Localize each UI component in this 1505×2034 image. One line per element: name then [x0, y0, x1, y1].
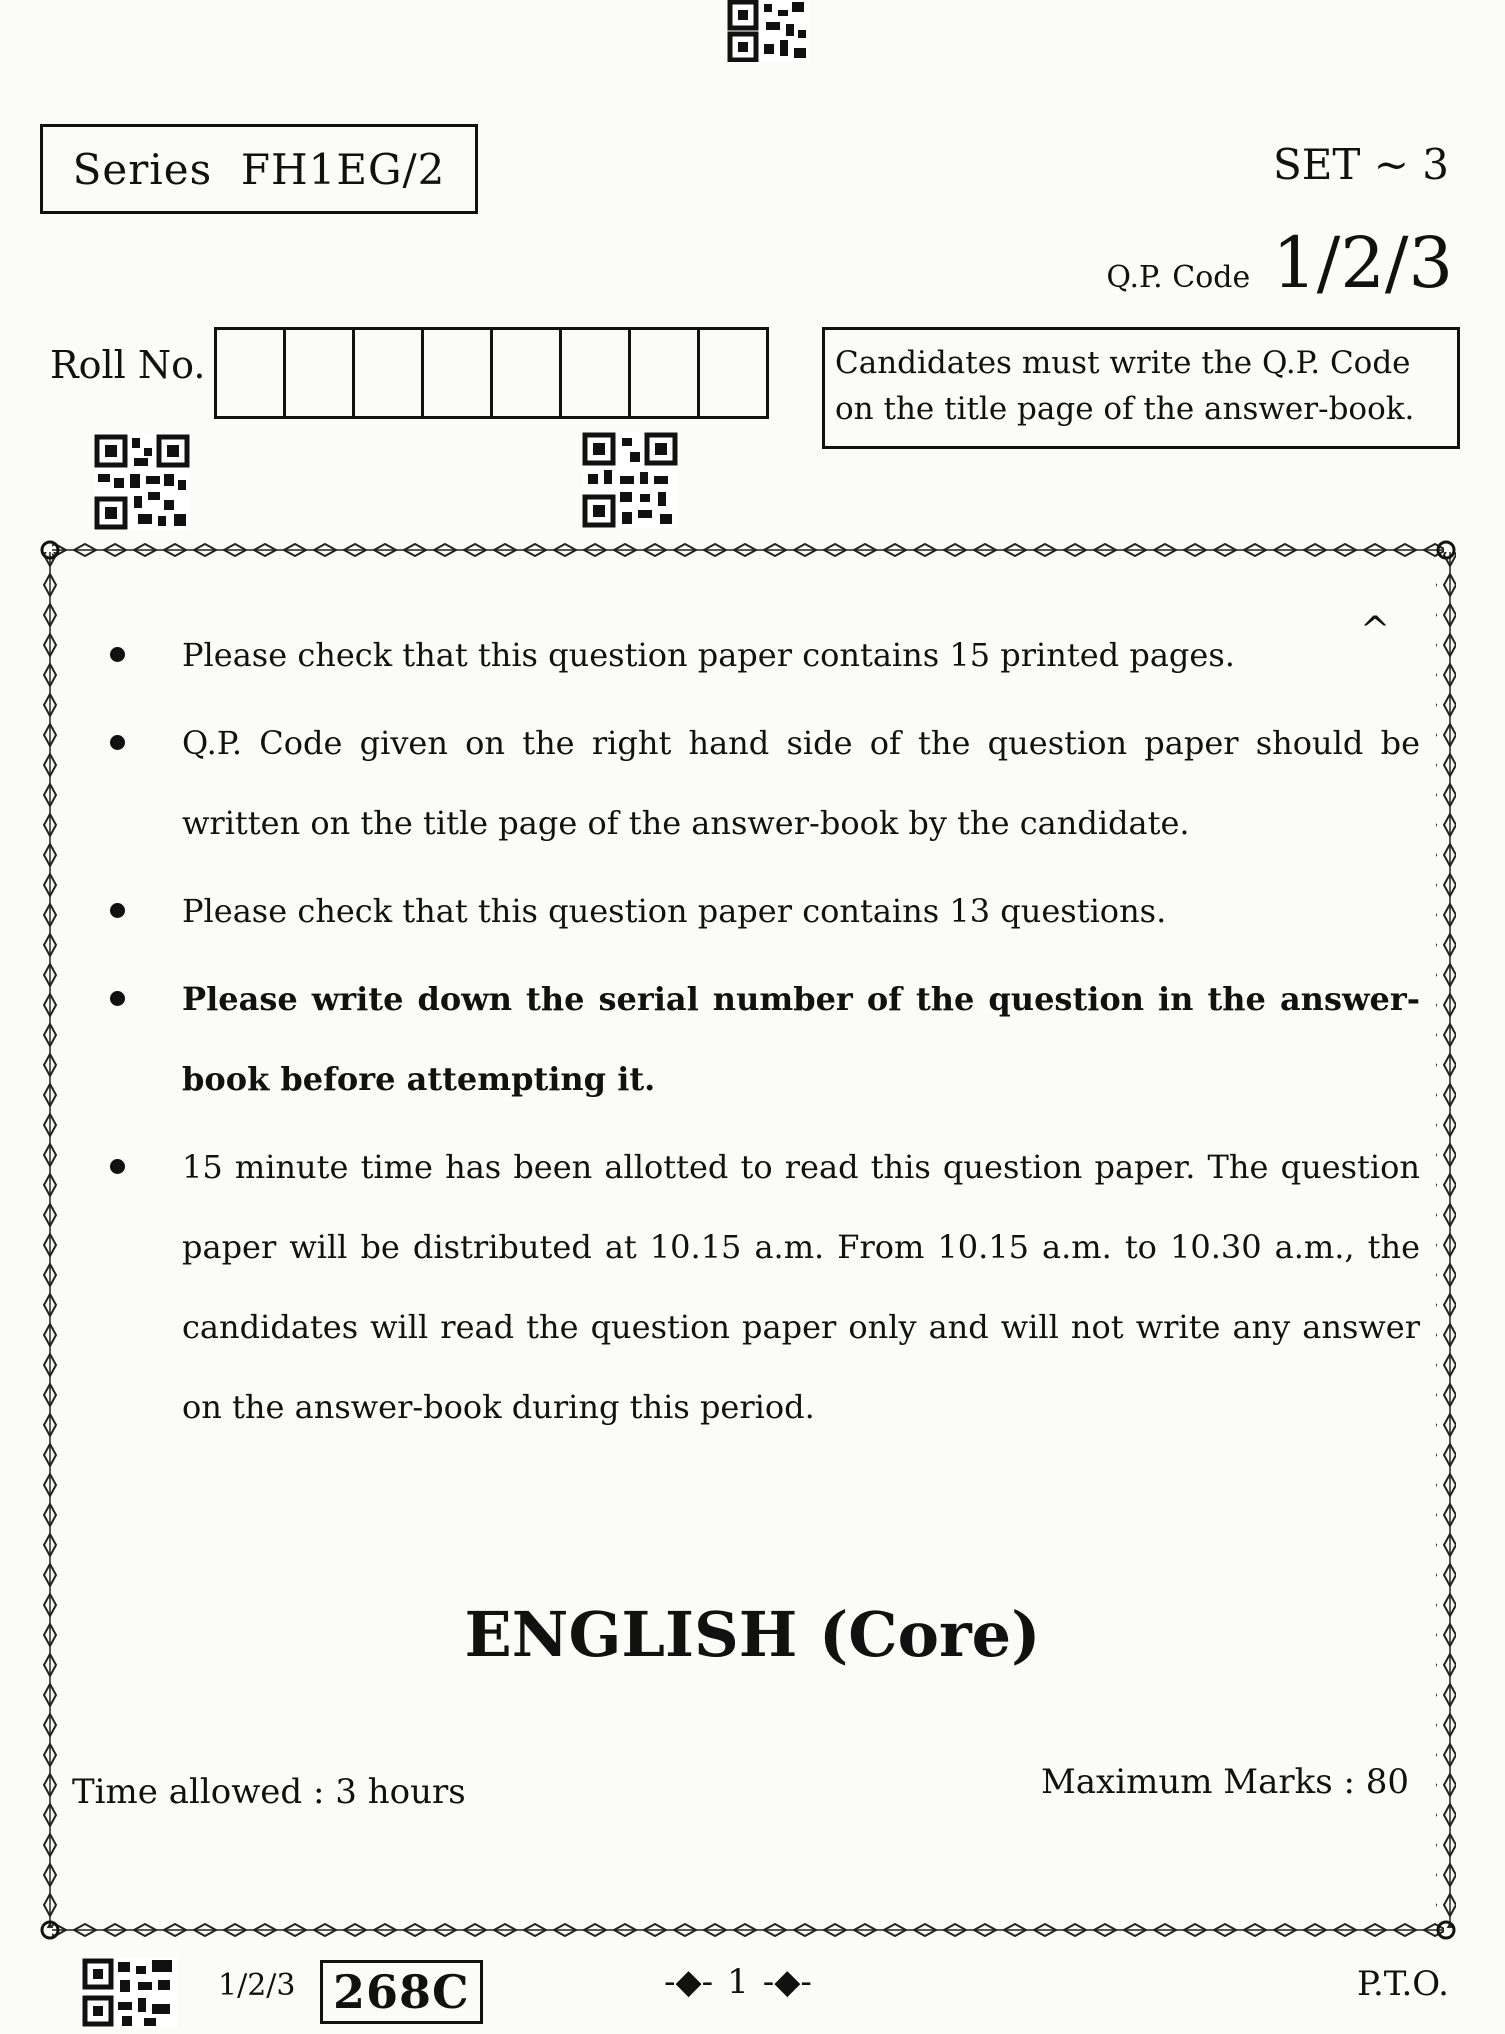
footer-badge: 268C: [320, 1960, 483, 2024]
qp-code: [1106, 222, 1453, 304]
roll-number-cell[interactable]: [355, 330, 424, 416]
roll-number-label: Roll No.: [50, 343, 206, 387]
roll-number-cell[interactable]: [424, 330, 493, 416]
qr-code-footer: [82, 1958, 178, 2028]
series-label: Series FH1EG/2: [72, 144, 446, 194]
page-number-value: 1: [727, 1962, 749, 2002]
footer-qp-code: 1/2/3: [218, 1968, 296, 2003]
roll-number-cell[interactable]: [217, 330, 286, 416]
roll-number-boxes[interactable]: [214, 327, 769, 419]
roll-number-cell[interactable]: [286, 330, 355, 416]
time-allowed: Time allowed : 3 hours: [72, 1772, 466, 1812]
roll-number-cell[interactable]: [493, 330, 562, 416]
caret-mark: ^: [1360, 610, 1391, 651]
qr-code-top: [726, 0, 810, 62]
series-box: [40, 124, 478, 214]
notice-line-1: Candidates must write the Q.P. Code: [835, 345, 1411, 381]
instruction-item: Please write down the serial number of the question in the answer-book before attempting it.: [100, 959, 1420, 1119]
instruction-item: Please check that this question paper contains 15 printed pages.: [100, 615, 1420, 695]
left-ornament-icon: -◆-: [664, 1962, 714, 2002]
qp-code-notice: [822, 327, 1460, 449]
maximum-marks: Maximum Marks : 80: [1040, 1762, 1409, 1802]
roll-number-cell[interactable]: [562, 330, 631, 416]
qr-code-center: [582, 432, 678, 528]
instructions-list: [100, 615, 1420, 1455]
qp-code-value: 1/2/3: [1272, 222, 1453, 304]
subject-title: ENGLISH (Core): [464, 1598, 1041, 1671]
roll-number-cell[interactable]: [631, 330, 700, 416]
instruction-item: Please check that this question paper contains 13 questions.: [100, 871, 1420, 951]
pto-label: P.T.O.: [1357, 1964, 1449, 2004]
instruction-item: 15 minute time has been allotted to read this question paper. The question paper will be distributed at 10.15 a.m. From 10.15 a.m. to 10.30 a.m., the candidates will read the question paper only and will not write any answer on the answer-book during this period.: [100, 1127, 1420, 1447]
right-ornament-icon: -◆-: [762, 1962, 812, 2002]
set-label: SET ~ 3: [1272, 140, 1449, 189]
page-number: [664, 1962, 812, 2002]
roll-number-cell[interactable]: [700, 330, 766, 416]
qp-code-label: Q.P. Code: [1106, 260, 1251, 295]
instruction-item: Q.P. Code given on the right hand side of the question paper should be written on the title page of the answer-book by the candidate.: [100, 703, 1420, 863]
qr-code-left: [94, 434, 190, 530]
notice-line-2: on the title page of the answer-book.: [835, 391, 1415, 427]
